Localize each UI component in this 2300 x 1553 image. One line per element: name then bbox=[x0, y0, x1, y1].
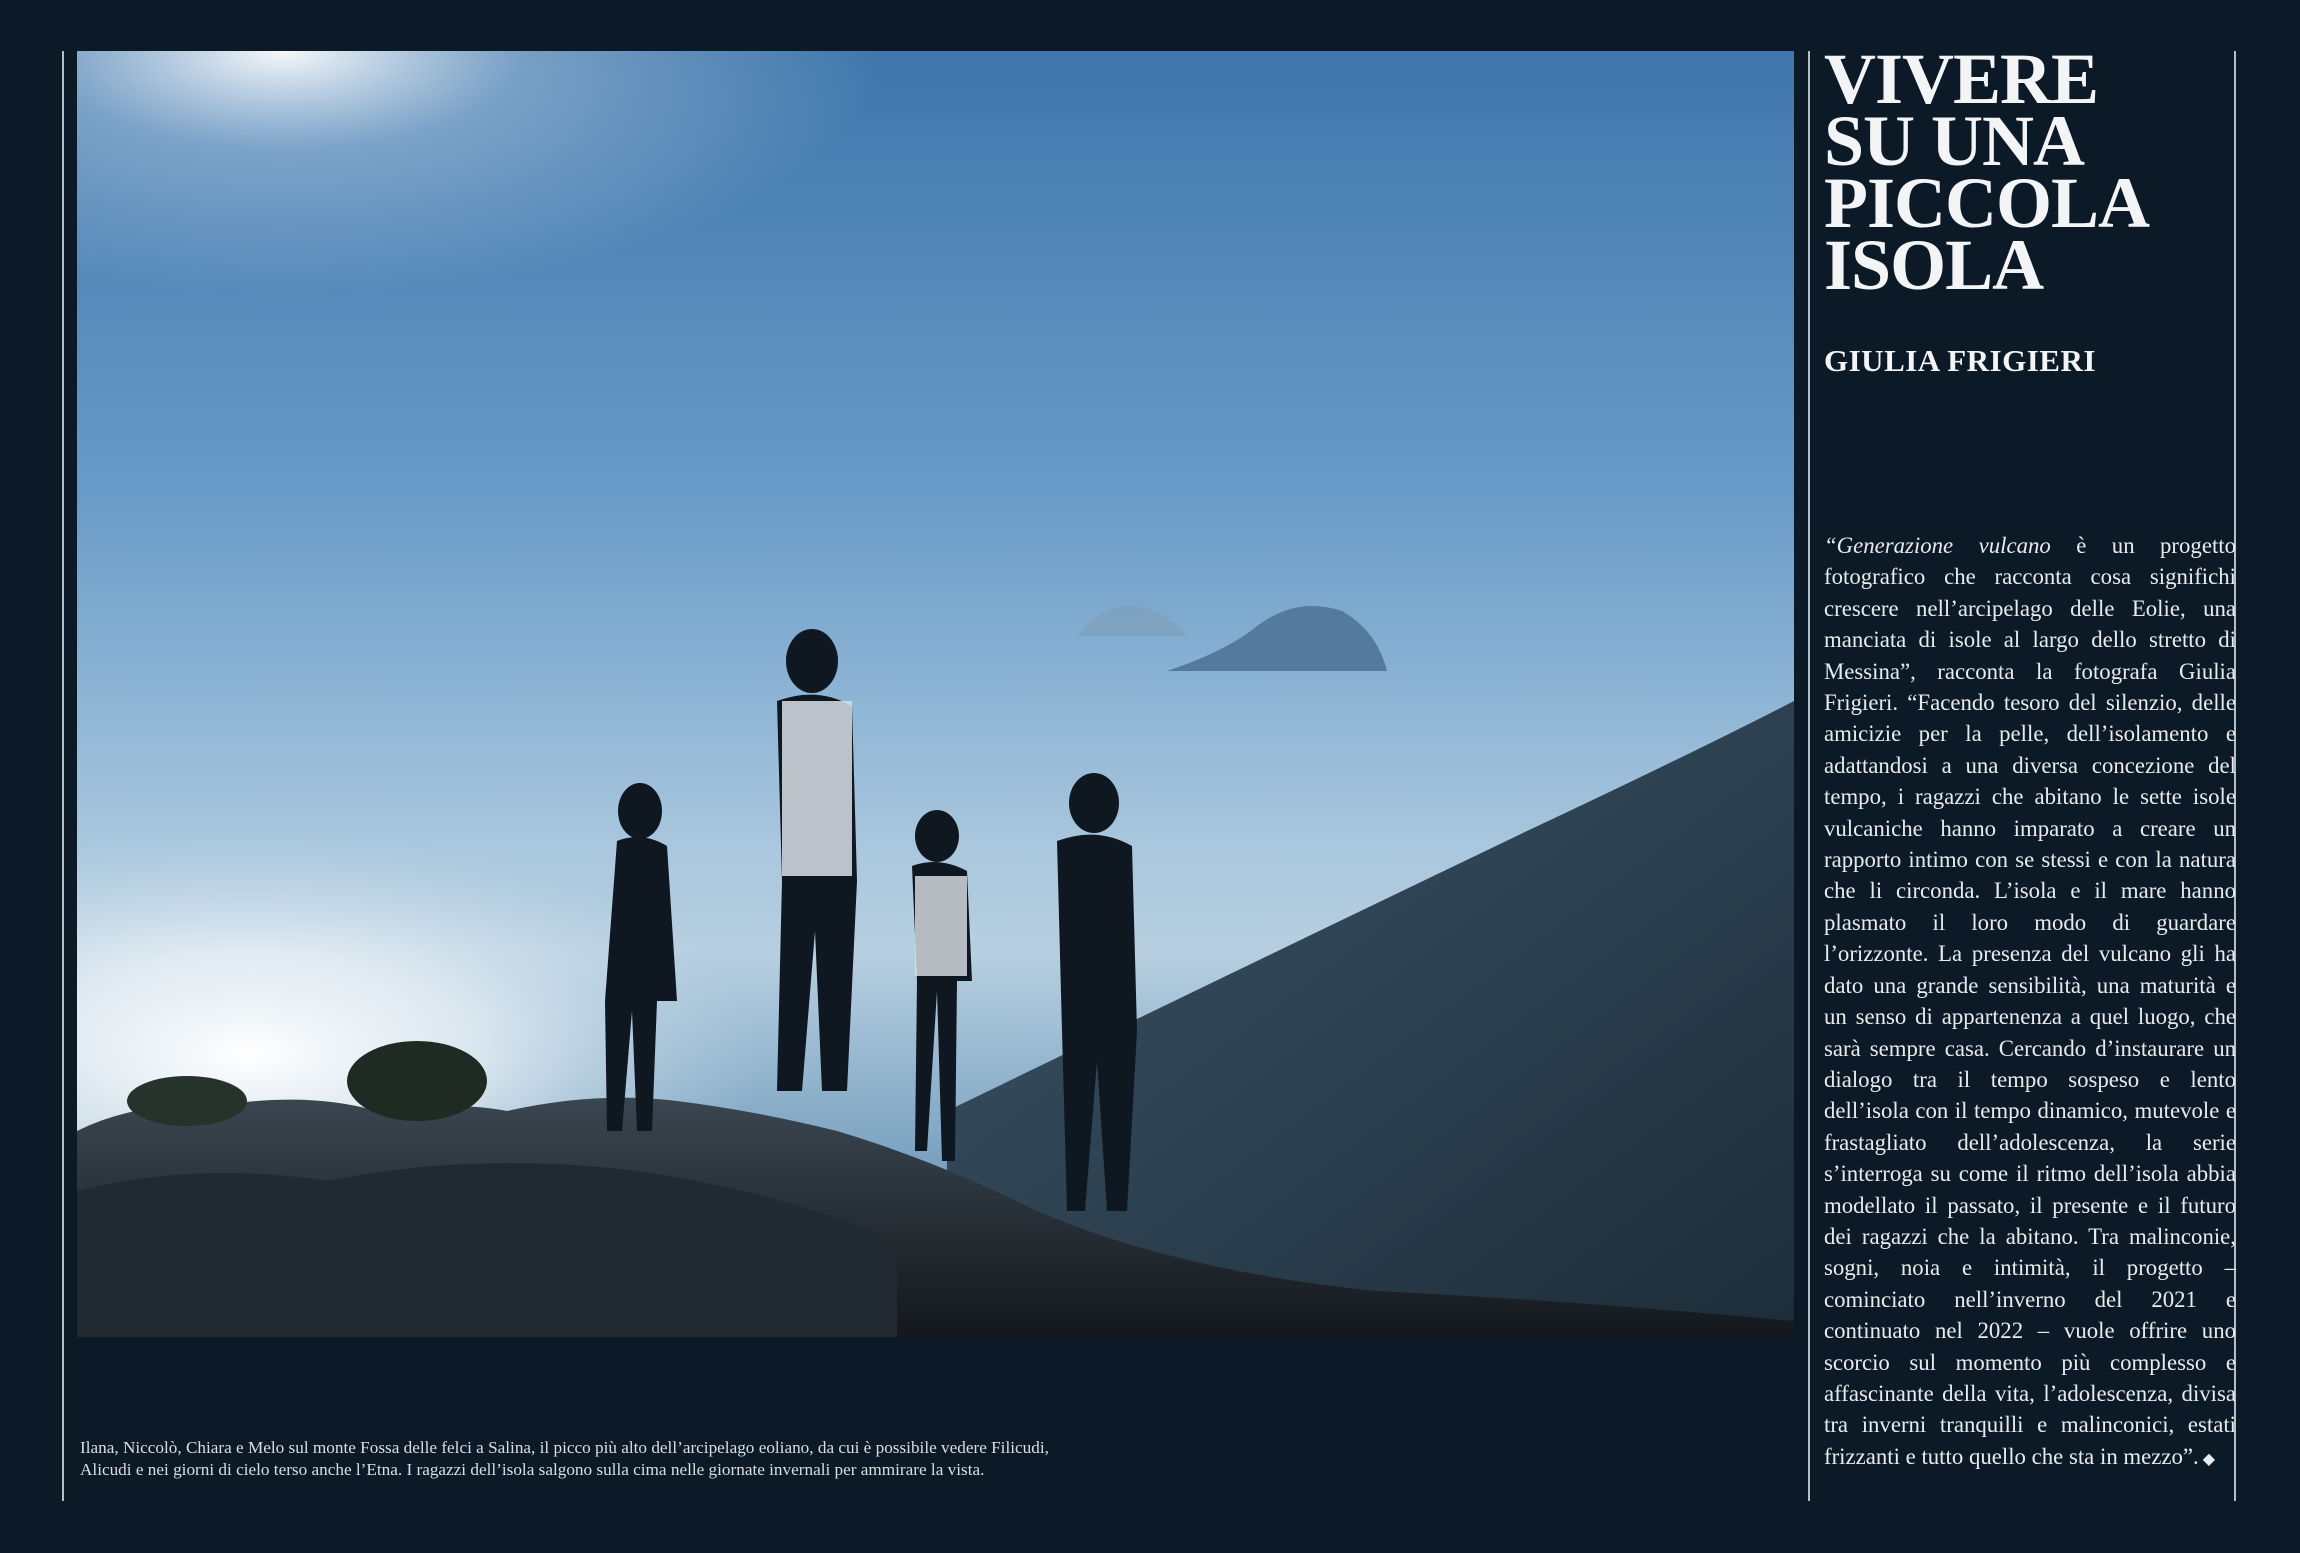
end-mark-icon: ◆ bbox=[2202, 1450, 2216, 1468]
title-line-3: PICCOLA bbox=[1824, 163, 2150, 243]
title-line-1: VIVERE bbox=[1824, 39, 2099, 119]
title-line-2: SU UNA bbox=[1824, 101, 2085, 181]
left-vertical-rule bbox=[62, 51, 64, 1501]
project-title-italic: “Generazione vulcano bbox=[1824, 533, 2051, 558]
title-line-4: ISOLA bbox=[1824, 225, 2044, 305]
photo-caption: Ilana, Niccolò, Chiara e Melo sul monte Fossa delle felci a Salina, il picco più alto dell’arcipelago eoliano, da cui è possibile vedere Filicudi, Alicudi e nei giorni di cielo terso anche l’Etna. I ragazzi dell’isola salgono sulla cima nelle giornate invernali per ammirare la vista. bbox=[80, 1438, 1049, 1479]
article-title bbox=[1824, 39, 2224, 305]
author-byline: GIULIA FRIGIERI bbox=[1824, 343, 2096, 378]
article-body-text: è un progetto fotografico che racconta cosa significhi crescere nell’arcipelago delle Eolie, una manciata di isole al largo dello stretto di Messina”, racconta la fotografa Giulia Frigieri. “Facendo tesoro del silenzio, delle amicizie per la pelle, dell’isolamento e adattandosi a una diversa concezione del tempo, i ragazzi che abitano le sette isole vulcaniche hanno imparato a creare un rapporto intimo con se stessi e con la natura che li circonda. L’isola e il mare hanno plasmato il loro modo di guardare l’orizzonte. La presenza del vulcano gli ha dato una grande sensibilità, una maturità e un senso di appartenenza a quel luogo, che sarà sempre casa. Cercando d’instaurare un dialogo tra il tempo sospeso e lento dell’isola con il tempo dinamico, mutevole e frastagliato dell’adolescenza, la serie s’interroga su come il ritmo dell’isola abbia modellato il passato, il presente e il futuro dei ragazzi che la abitano. Tra malinconie, sogni, noia e intimità, il progetto – cominciato nell’inverno del 2021 e continuato nel 2022 – vuole offrire uno scorcio sul momento più complesso e affascinante della vita, l’adolescenza, divisa tra inverni tranquilli e malinconici, estati frizzanti e tutto quello che sta in mezzo”. bbox=[1824, 533, 2237, 1469]
article-body bbox=[1824, 530, 2236, 1475]
feature-photo bbox=[77, 51, 1794, 1337]
column-divider-rule bbox=[1808, 51, 1810, 1501]
photo-illustration bbox=[77, 51, 1794, 1337]
